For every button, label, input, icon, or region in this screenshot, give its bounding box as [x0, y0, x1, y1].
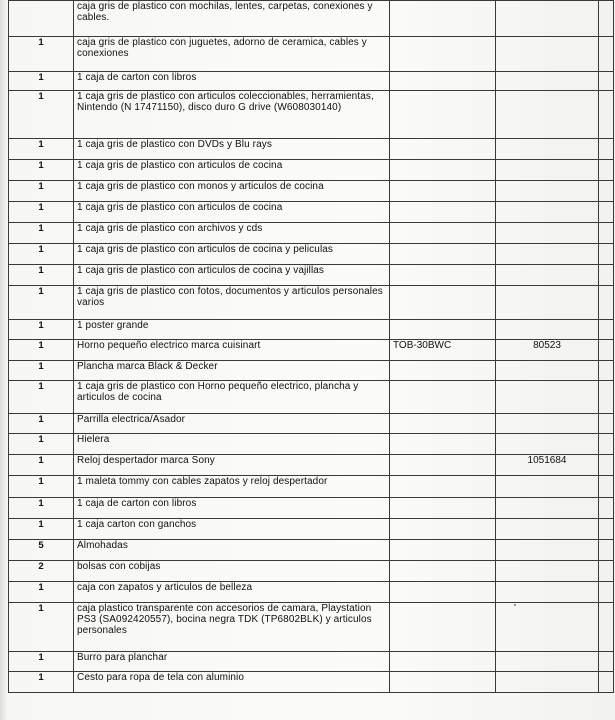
- extra-cell: [599, 455, 614, 476]
- extra-cell: [599, 582, 614, 603]
- serial-cell: [496, 91, 599, 139]
- description-cell: caja gris de plastico con mochilas, lentes, carpetas, conexiones y cables.: [74, 1, 390, 37]
- quantity-cell: 1: [9, 340, 74, 361]
- quantity-cell: 1: [9, 244, 74, 265]
- serial-cell: [496, 414, 599, 434]
- serial-cell: [496, 223, 599, 244]
- description-cell: Parrilla electrica/Asador: [74, 414, 390, 434]
- table-row: [9, 455, 614, 476]
- extra-cell: [599, 340, 614, 361]
- quantity-cell: 1: [9, 181, 74, 202]
- quantity-cell: 1: [9, 434, 74, 455]
- description-cell: 1 caja gris de plastico con fotos, documentos y articulos personales varios: [74, 286, 390, 320]
- quantity-cell: 1: [9, 37, 74, 72]
- extra-cell: [599, 244, 614, 265]
- description-cell: bolsas con cobijas: [74, 561, 390, 582]
- serial-cell: [496, 265, 599, 286]
- serial-cell: [496, 381, 599, 414]
- model-cell: [390, 652, 496, 672]
- table-row: [9, 37, 614, 72]
- extra-cell: [599, 160, 614, 181]
- scan-speck: [514, 604, 516, 606]
- extra-cell: [599, 561, 614, 582]
- model-cell: [390, 561, 496, 582]
- quantity-cell: 1: [9, 582, 74, 603]
- description-cell: Plancha marca Black & Decker: [74, 361, 390, 381]
- description-cell: 1 caja de carton con libros: [74, 72, 390, 91]
- table-row: [9, 381, 614, 414]
- table-row: [9, 340, 614, 361]
- serial-cell: [496, 519, 599, 540]
- extra-cell: [599, 652, 614, 672]
- serial-cell: 80523: [496, 340, 599, 361]
- extra-cell: [599, 381, 614, 414]
- table-row: [9, 1, 614, 37]
- model-cell: [390, 455, 496, 476]
- serial-cell: [496, 320, 599, 340]
- table-row: [9, 434, 614, 455]
- table-row: [9, 476, 614, 498]
- description-cell: Horno pequeño electrico marca cuisinart: [74, 340, 390, 361]
- inventory-table-body: [9, 1, 614, 693]
- extra-cell: [599, 519, 614, 540]
- extra-cell: [599, 265, 614, 286]
- serial-cell: [496, 672, 599, 693]
- serial-cell: [496, 37, 599, 72]
- model-cell: [390, 91, 496, 139]
- description-cell: 1 caja gris de plastico con articulos de cocina y vajillas: [74, 265, 390, 286]
- table-row: [9, 223, 614, 244]
- quantity-cell: 1: [9, 414, 74, 434]
- model-cell: TOB-30BWC: [390, 340, 496, 361]
- serial-cell: [496, 72, 599, 91]
- description-cell: 1 maleta tommy con cables zapatos y reloj despertador: [74, 476, 390, 498]
- extra-cell: [599, 1, 614, 37]
- quantity-cell: 1: [9, 603, 74, 652]
- model-cell: [390, 139, 496, 160]
- table-row: [9, 361, 614, 381]
- quantity-cell: 1: [9, 91, 74, 139]
- serial-cell: [496, 540, 599, 561]
- model-cell: [390, 434, 496, 455]
- quantity-cell: [9, 1, 74, 37]
- model-cell: [390, 320, 496, 340]
- model-cell: [390, 244, 496, 265]
- model-cell: [390, 582, 496, 603]
- serial-cell: [496, 652, 599, 672]
- quantity-cell: 1: [9, 381, 74, 414]
- table-row: [9, 244, 614, 265]
- description-cell: Cesto para ropa de tela con aluminio: [74, 672, 390, 693]
- quantity-cell: 1: [9, 498, 74, 519]
- serial-cell: [496, 603, 599, 652]
- description-cell: caja plastico transparente con accesorios de camara, Playstation PS3 (SA092420557), bocina negra TDK (TP6802BLK) y articulos personales: [74, 603, 390, 652]
- serial-cell: [496, 561, 599, 582]
- extra-cell: [599, 37, 614, 72]
- serial-cell: [496, 160, 599, 181]
- extra-cell: [599, 498, 614, 519]
- table-row: [9, 652, 614, 672]
- description-cell: 1 poster grande: [74, 320, 390, 340]
- table-row: [9, 540, 614, 561]
- quantity-cell: 1: [9, 160, 74, 181]
- extra-cell: [599, 181, 614, 202]
- extra-cell: [599, 202, 614, 223]
- quantity-cell: 1: [9, 455, 74, 476]
- model-cell: [390, 672, 496, 693]
- table-row: [9, 561, 614, 582]
- table-row: [9, 320, 614, 340]
- serial-cell: [496, 476, 599, 498]
- description-cell: 1 caja gris de plastico con DVDs y Blu rays: [74, 139, 390, 160]
- table-row: [9, 582, 614, 603]
- quantity-cell: 1: [9, 202, 74, 223]
- model-cell: [390, 519, 496, 540]
- description-cell: 1 caja gris de plastico con articulos de cocina y peliculas: [74, 244, 390, 265]
- model-cell: [390, 414, 496, 434]
- description-cell: 1 caja gris de plastico con monos y articulos de cocina: [74, 181, 390, 202]
- model-cell: [390, 286, 496, 320]
- description-cell: caja gris de plastico con juguetes, adorno de ceramica, cables y conexiones: [74, 37, 390, 72]
- quantity-cell: 1: [9, 223, 74, 244]
- description-cell: caja con zapatos y articulos de belleza: [74, 582, 390, 603]
- quantity-cell: 1: [9, 320, 74, 340]
- inventory-table: [8, 0, 614, 693]
- model-cell: [390, 181, 496, 202]
- model-cell: [390, 202, 496, 223]
- table-row: [9, 181, 614, 202]
- extra-cell: [599, 434, 614, 455]
- serial-cell: [496, 139, 599, 160]
- serial-cell: [496, 1, 599, 37]
- quantity-cell: 1: [9, 476, 74, 498]
- serial-cell: [496, 498, 599, 519]
- extra-cell: [599, 320, 614, 340]
- model-cell: [390, 498, 496, 519]
- model-cell: [390, 381, 496, 414]
- extra-cell: [599, 476, 614, 498]
- model-cell: [390, 540, 496, 561]
- extra-cell: [599, 91, 614, 139]
- description-cell: Hielera: [74, 434, 390, 455]
- description-cell: 1 caja gris de plastico con articulos de cocina: [74, 160, 390, 181]
- description-cell: 1 caja gris de plastico con articulos coleccionables, herramientas, Nintendo (N 17471150), disco duro G drive (W608030140): [74, 91, 390, 139]
- table-row: [9, 672, 614, 693]
- quantity-cell: 1: [9, 139, 74, 160]
- table-row: [9, 202, 614, 223]
- serial-cell: [496, 361, 599, 381]
- extra-cell: [599, 139, 614, 160]
- serial-cell: [496, 582, 599, 603]
- extra-cell: [599, 414, 614, 434]
- quantity-cell: 1: [9, 519, 74, 540]
- table-row: [9, 72, 614, 91]
- quantity-cell: 2: [9, 561, 74, 582]
- quantity-cell: 1: [9, 652, 74, 672]
- model-cell: [390, 1, 496, 37]
- extra-cell: [599, 223, 614, 244]
- description-cell: 1 caja gris de plastico con archivos y cds: [74, 223, 390, 244]
- description-cell: 1 caja de carton con libros: [74, 498, 390, 519]
- table-row: [9, 160, 614, 181]
- model-cell: [390, 361, 496, 381]
- description-cell: Reloj despertador marca Sony: [74, 455, 390, 476]
- description-cell: Almohadas: [74, 540, 390, 561]
- quantity-cell: 1: [9, 72, 74, 91]
- table-row: [9, 265, 614, 286]
- model-cell: [390, 223, 496, 244]
- quantity-cell: 5: [9, 540, 74, 561]
- serial-cell: [496, 202, 599, 223]
- serial-cell: 1051684: [496, 455, 599, 476]
- quantity-cell: 1: [9, 286, 74, 320]
- extra-cell: [599, 361, 614, 381]
- table-row: [9, 91, 614, 139]
- model-cell: [390, 476, 496, 498]
- table-row: [9, 286, 614, 320]
- model-cell: [390, 160, 496, 181]
- description-cell: 1 caja gris de plastico con Horno pequeño electrico, plancha y articulos de cocina: [74, 381, 390, 414]
- quantity-cell: 1: [9, 361, 74, 381]
- model-cell: [390, 603, 496, 652]
- table-row: [9, 498, 614, 519]
- description-cell: Burro para planchar: [74, 652, 390, 672]
- description-cell: 1 caja gris de plastico con articulos de cocina: [74, 202, 390, 223]
- extra-cell: [599, 72, 614, 91]
- extra-cell: [599, 286, 614, 320]
- quantity-cell: 1: [9, 265, 74, 286]
- table-row: [9, 603, 614, 652]
- table-row: [9, 414, 614, 434]
- model-cell: [390, 37, 496, 72]
- serial-cell: [496, 434, 599, 455]
- serial-cell: [496, 244, 599, 265]
- model-cell: [390, 72, 496, 91]
- serial-cell: [496, 181, 599, 202]
- quantity-cell: 1: [9, 672, 74, 693]
- extra-cell: [599, 672, 614, 693]
- table-row: [9, 139, 614, 160]
- extra-cell: [599, 603, 614, 652]
- extra-cell: [599, 540, 614, 561]
- description-cell: 1 caja carton con ganchos: [74, 519, 390, 540]
- serial-cell: [496, 286, 599, 320]
- model-cell: [390, 265, 496, 286]
- table-row: [9, 519, 614, 540]
